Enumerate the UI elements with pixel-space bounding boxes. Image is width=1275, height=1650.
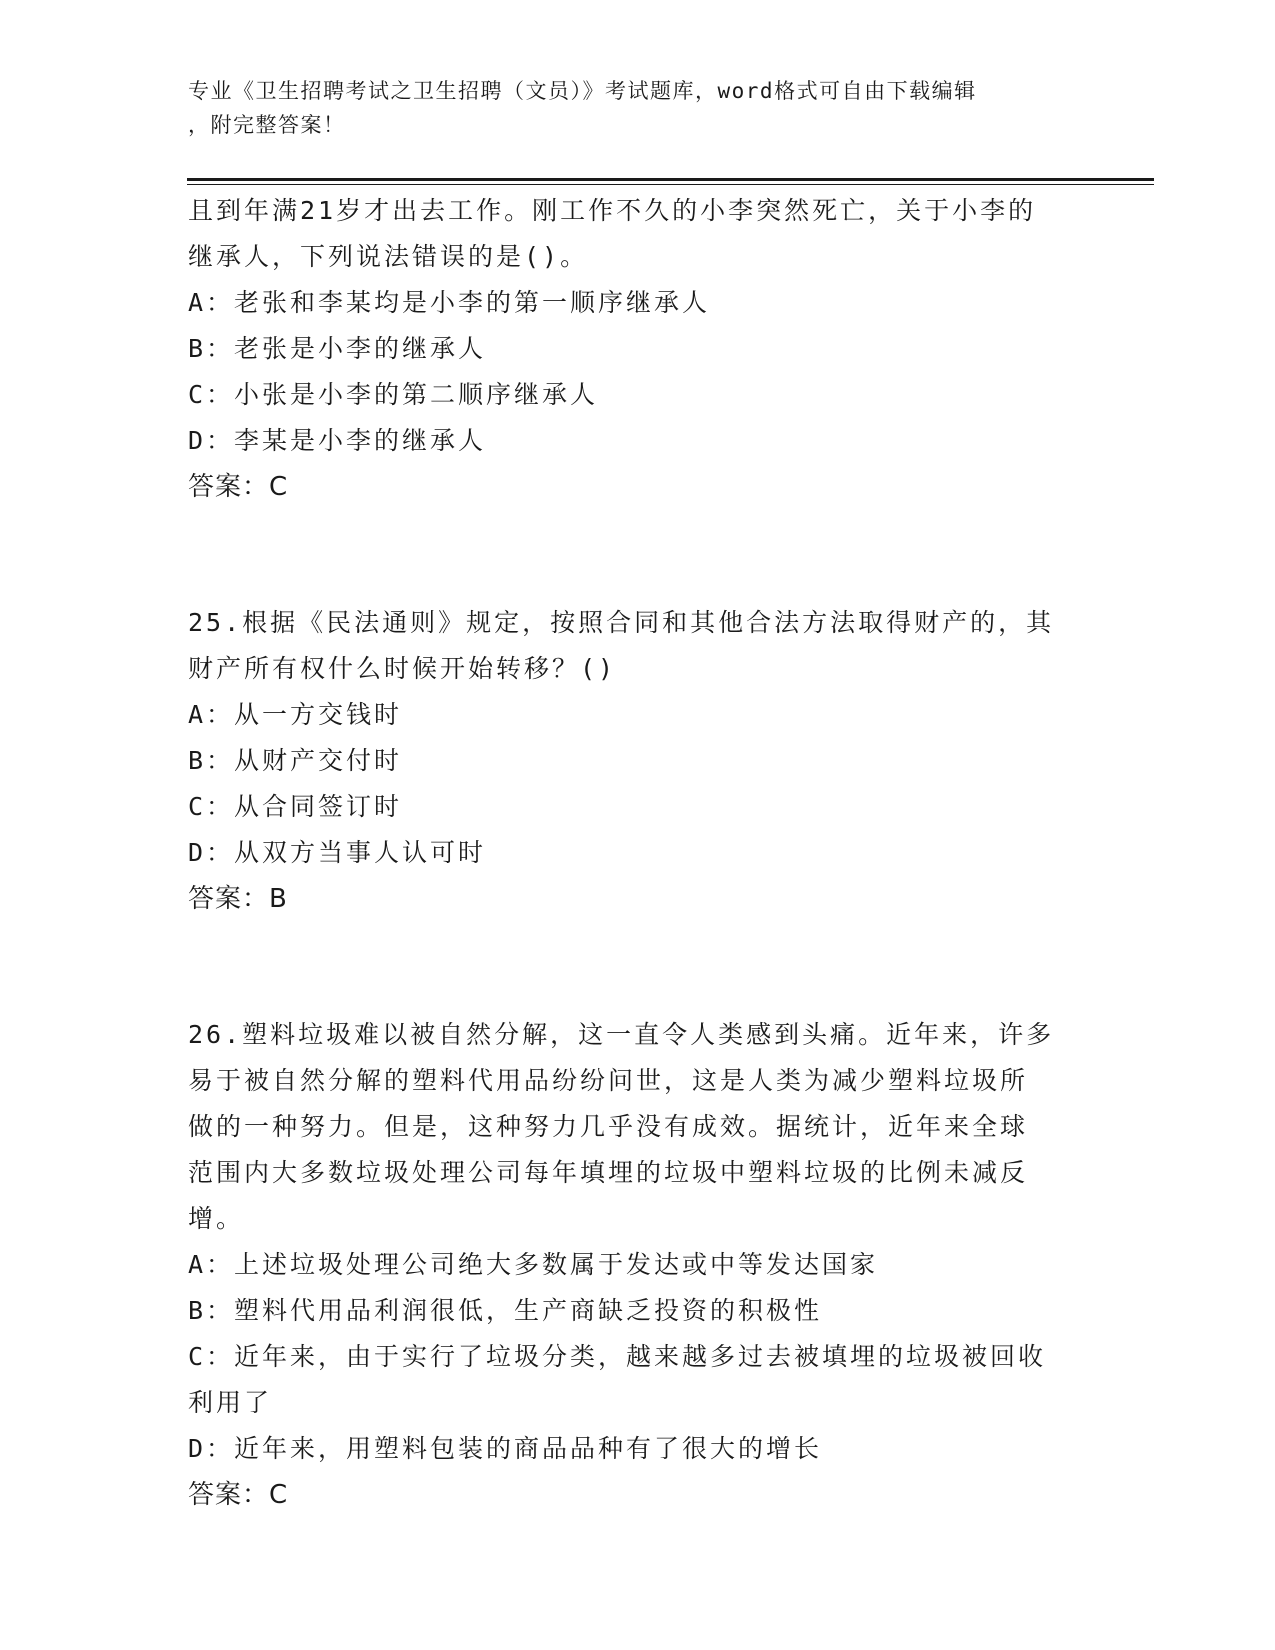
question-text-line: 26.塑料垃圾难以被自然分解，这一直令人类感到头痛。近年来，许多 (188, 1020, 1055, 1049)
option-b: B：从财产交付时 (188, 746, 403, 775)
question-26 (188, 1012, 1088, 1518)
question-gap (188, 922, 1088, 1012)
option-a: A：老张和李某均是小李的第一顺序继承人 (188, 288, 711, 317)
option-a: A：上述垃圾处理公司绝大多数属于发达或中等发达国家 (188, 1250, 879, 1279)
option-d: D：近年来，用塑料包装的商品品种有了很大的增长 (188, 1434, 823, 1463)
answer-line: 答案：C (188, 472, 289, 502)
question-content (188, 188, 1088, 1518)
option-b: B：塑料代用品利润很低，生产商缺乏投资的积极性 (188, 1296, 823, 1325)
option-c: C：近年来，由于实行了垃圾分类，越来越多过去被填埋的垃圾被回收 (188, 1342, 1047, 1371)
question-text-line: 易于被自然分解的塑料代用品纷纷问世，这是人类为减少塑料垃圾所 (188, 1066, 1029, 1095)
header-rule-thin (187, 184, 1154, 185)
option-a: A：从一方交钱时 (188, 700, 403, 729)
option-d: D：李某是小李的继承人 (188, 426, 487, 455)
option-d: D：从双方当事人认可时 (188, 838, 487, 867)
question-text-line: 且到年满21岁才出去工作。刚工作不久的小李突然死亡，关于小李的 (188, 196, 1037, 225)
page-header (188, 74, 1068, 142)
option-c-continued: 利用了 (188, 1388, 273, 1417)
option-c: C：从合同签订时 (188, 792, 403, 821)
question-text-line: 财产所有权什么时候开始转移？() (188, 654, 617, 683)
question-24 (188, 188, 1088, 510)
question-text-line: 增。 (188, 1204, 245, 1233)
question-text-line: 继承人，下列说法错误的是()。 (188, 242, 589, 271)
answer-line: 答案：C (188, 1480, 289, 1510)
question-text-line: 做的一种努力。但是，这种努力几乎没有成效。据统计，近年来全球 (188, 1112, 1029, 1141)
option-b: B：老张是小李的继承人 (188, 334, 487, 363)
header-rule-thick (187, 178, 1154, 181)
header-line-2: ，附完整答案！ (188, 113, 346, 137)
option-c: C：小张是小李的第二顺序继承人 (188, 380, 599, 409)
question-25 (188, 600, 1088, 922)
answer-line: 答案：B (188, 884, 288, 914)
question-text-line: 范围内大多数垃圾处理公司每年填埋的垃圾中塑料垃圾的比例未减反 (188, 1158, 1029, 1187)
header-line-1: 专业《卫生招聘考试之卫生招聘（文员）》考试题库，word格式可自由下载编辑 (188, 79, 977, 103)
question-gap (188, 510, 1088, 600)
question-text-line: 25.根据《民法通则》规定，按照合同和其他合法方法取得财产的，其 (188, 608, 1055, 637)
